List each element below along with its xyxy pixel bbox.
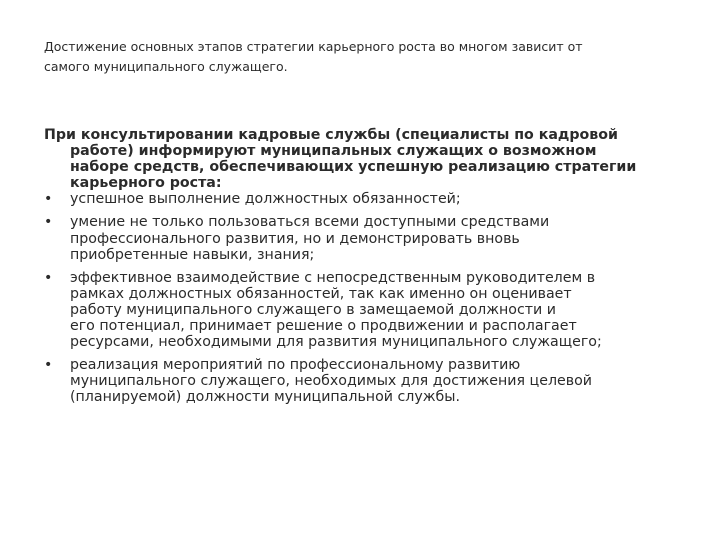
- bullet-line: приобретенные навыки, знания;: [70, 246, 315, 263]
- bullet-line: умение не только пользоваться всеми доступными средствами: [70, 214, 550, 231]
- lead-line: работе) информируют муниципальных служащих о возможном: [70, 143, 597, 160]
- lead-line: карьерного роста:: [70, 175, 222, 192]
- bullet-icon: •: [44, 214, 53, 231]
- bullet-line: (планируемой) должности муниципальной службы.: [70, 389, 461, 406]
- lead-paragraph: [44, 127, 684, 191]
- bullet-item: [44, 214, 684, 262]
- bullet-item: [44, 357, 684, 405]
- bullet-line: муниципального служащего, необходимых для достижения целевой: [70, 373, 593, 390]
- bullet-item: [44, 270, 684, 350]
- bullet-line: реализация мероприятий по профессиональному развитию: [70, 357, 521, 374]
- bullet-icon: •: [44, 357, 53, 374]
- bullet-line: его потенциал, принимает решение о продвижении и располагает: [70, 318, 577, 335]
- bullet-line: успешное выполнение должностных обязанностей;: [70, 191, 461, 208]
- intro-line: самого муниципального служащего.: [44, 59, 288, 74]
- intro-paragraph: [44, 37, 684, 77]
- main-content: [44, 127, 684, 406]
- bullet-line: работу муниципального служащего в замещаемой должности и: [70, 301, 556, 318]
- bullet-line: профессионального развития, но и демонстрировать вновь: [70, 230, 520, 247]
- lead-line: наборе средств, обеспечивающих успешную реализацию стратегии: [70, 159, 637, 176]
- lead-line: При консультировании кадровые службы (специалисты по кадровой: [44, 127, 618, 143]
- bullet-icon: •: [44, 269, 53, 286]
- intro-line: Достижение основных этапов стратегии карьерного роста во многом зависит от: [44, 39, 583, 54]
- bullet-line: эффективное взаимодействие с непосредственным руководителем в: [70, 269, 596, 286]
- bullet-line: рамках должностных обязанностей, так как именно он оценивает: [70, 285, 572, 302]
- bullet-list: [44, 191, 684, 405]
- bullet-item: [44, 191, 684, 207]
- bullet-line: ресурсами, необходимыми для развития муниципального служащего;: [70, 334, 602, 351]
- bullet-icon: •: [44, 191, 53, 208]
